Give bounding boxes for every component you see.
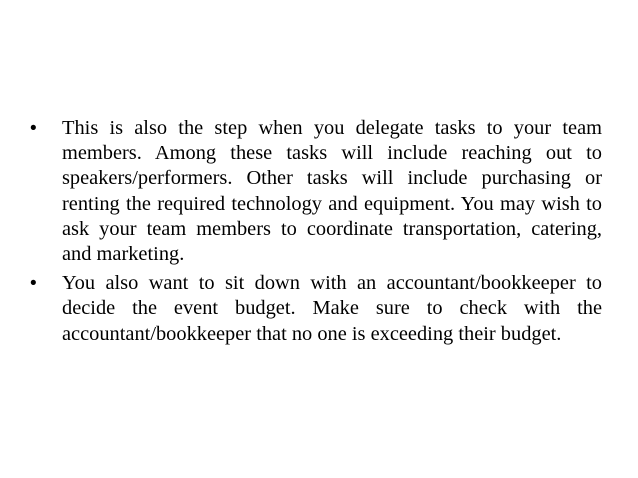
bullet-icon: • xyxy=(30,273,37,295)
bullet-text: You also want to sit down with an accountant/bookkeeper to decide the event budget. Make sure to check with the accountant/bookkeeper that no one is exceeding their budget. xyxy=(62,272,602,345)
bullet-item-event-budget xyxy=(30,271,602,347)
bullet-text: This is also the step when you delegate tasks to your team members. Among these tasks will include reaching out to speakers/performers. Other tasks will include purchasing or renting the required technology and equipment. You may wish to ask your team members to coordinate transportation, catering, and marketing. xyxy=(62,117,602,266)
bullet-icon: • xyxy=(30,118,37,139)
bullet-item-delegate-tasks xyxy=(30,116,602,267)
bullet-list xyxy=(30,116,602,351)
